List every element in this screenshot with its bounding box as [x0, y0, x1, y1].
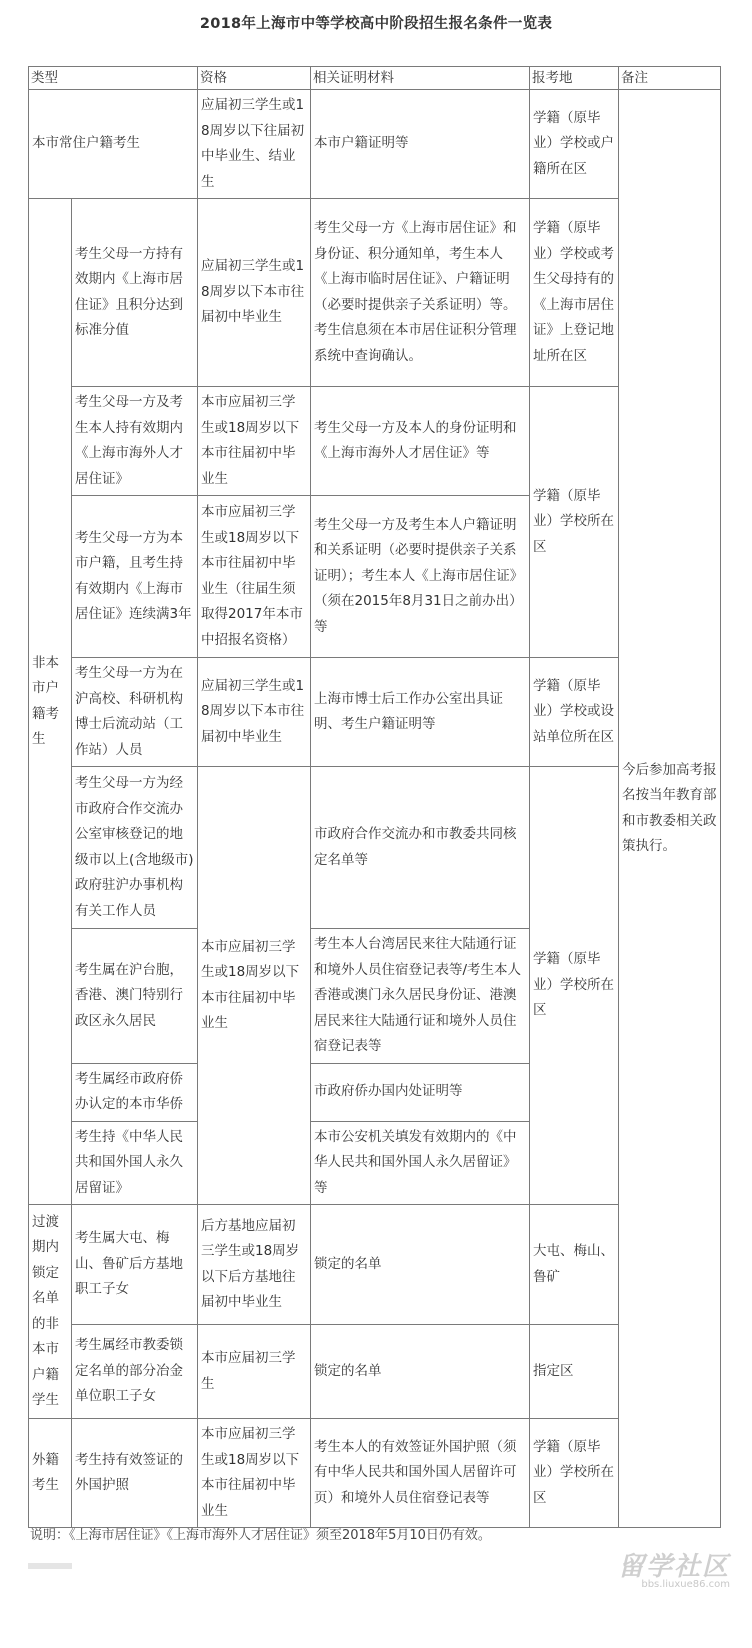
- cell-qualification: 本市应届初三学生或18周岁以下本市往届初中毕业生: [198, 767, 311, 1205]
- table-row: [29, 1205, 721, 1325]
- cell-documents: 考生父母一方及本人的身份证明和《上海市海外人才居住证》等: [311, 387, 530, 496]
- watermark-url: bbs.liuxue86.com: [641, 1579, 730, 1590]
- enrollment-conditions-table: [28, 66, 721, 1528]
- cell-group-transition: 过渡期内锁定名单的非本市户籍学生: [29, 1205, 72, 1419]
- table-header-row: [29, 67, 721, 90]
- cell-type: 考生属经市教委锁定名单的部分冶金单位职工子女: [72, 1325, 198, 1419]
- cell-documents: 考生本人的有效签证外国护照（须有中华人民共和国外国人居留许可页）和境外人员住宿登记表等: [311, 1419, 530, 1528]
- cell-qualification: 应届初三学生或18周岁以下往届初中毕业生、结业生: [198, 90, 311, 199]
- cell-documents: 考生本人台湾居民来往大陆通行证和境外人员住宿登记表等/考生本人香港或澳门永久居民身份证、港澳居民来往大陆通行证和境外人员住宿登记表等: [311, 929, 530, 1064]
- cell-type: 考生父母一方及考生本人持有效期内《上海市海外人才居住证》: [72, 387, 198, 496]
- cell-exam-location: 指定区: [530, 1325, 619, 1419]
- cell-group-foreign: 外籍考生: [29, 1419, 72, 1528]
- table-row: [29, 1325, 721, 1419]
- cell-documents: 考生父母一方《上海市居住证》和身份证、积分通知单，考生本人《上海市临时居住证》、户籍证明（必要时提供亲子关系证明）等。考生信息须在本市居住证积分管理系统中查询确认。: [311, 199, 530, 387]
- page-title: 2018年上海市中等学校高中阶段招生报名条件一览表: [199, 16, 553, 32]
- cell-exam-location: 学籍（原毕业）学校所在区: [530, 387, 619, 658]
- bottom-divider: [28, 1563, 72, 1569]
- cell-qualification: 应届初三学生或18周岁以下本市往届初中毕业生: [198, 199, 311, 387]
- cell-type: 考生属经市政府侨办认定的本市华侨: [72, 1063, 198, 1121]
- table-row: [29, 199, 721, 387]
- cell-group-nonlocal: 非本市户籍考生: [29, 199, 72, 1205]
- cell-documents: 锁定的名单: [311, 1325, 530, 1419]
- cell-type: 考生父母一方为本市户籍，且考生持有效期内《上海市居住证》连续满3年: [72, 496, 198, 658]
- cell-documents: 市政府合作交流办和市教委共同核定名单等: [311, 767, 530, 929]
- table-row: [29, 658, 721, 767]
- footnote: 说明：《上海市居住证》《上海市海外人才居住证》须至2018年5月10日仍有效。: [30, 1528, 491, 1543]
- cell-exam-location: 学籍（原毕业）学校或户籍所在区: [530, 90, 619, 199]
- cell-documents: 本市户籍证明等: [311, 90, 530, 199]
- header-qualification: 资格: [198, 67, 311, 90]
- cell-exam-location: 学籍（原毕业）学校所在区: [530, 1419, 619, 1528]
- cell-documents: 上海市博士后工作办公室出具证明、考生户籍证明等: [311, 658, 530, 767]
- table-row: [29, 1419, 721, 1528]
- watermark-logo: 留学社区: [617, 1552, 730, 1582]
- cell-type: 考生父母一方为在沪高校、科研机构博士后流动站（工作站）人员: [72, 658, 198, 767]
- cell-qualification: 应届初三学生或18周岁以下本市往届初中毕业生: [198, 658, 311, 767]
- table-row: [29, 90, 721, 199]
- cell-exam-location: 学籍（原毕业）学校所在区: [530, 767, 619, 1205]
- table-row: [29, 387, 721, 496]
- table-row: [29, 767, 721, 929]
- header-remarks: 备注: [619, 67, 721, 90]
- cell-exam-location: 学籍（原毕业）学校或设站单位所在区: [530, 658, 619, 767]
- cell-qualification: 后方基地应届初三学生或18周岁以下后方基地往届初中毕业生: [198, 1205, 311, 1325]
- cell-type: 考生属在沪台胞，香港、澳门特别行政区永久居民: [72, 929, 198, 1064]
- cell-documents: 本市公安机关填发有效期内的《中华人民共和国外国人永久居留证》等: [311, 1121, 530, 1205]
- cell-qualification: 本市应届初三学生或18周岁以下本市往届初中毕业生: [198, 1419, 311, 1528]
- cell-type: 考生持《中华人民共和国外国人永久居留证》: [72, 1121, 198, 1205]
- header-exam-location: 报考地: [530, 67, 619, 90]
- cell-qualification: 本市应届初三学生或18周岁以下本市往届初中毕业生（往届生须取得2017年本市中招报名资格）: [198, 496, 311, 658]
- cell-type: 考生持有效签证的外国护照: [72, 1419, 198, 1528]
- header-type: 类型: [29, 67, 198, 90]
- cell-remarks: [619, 90, 721, 1528]
- cell-exam-location: 学籍（原毕业）学校或考生父母持有的《上海市居住证》上登记地址所在区: [530, 199, 619, 387]
- cell-documents: 考生父母一方及考生本人户籍证明和关系证明（必要时提供亲子关系证明）；考生本人《上海市居住证》（须在2015年8月31日之前办出）等: [311, 496, 530, 658]
- cell-qualification: 本市应届初三学生: [198, 1325, 311, 1419]
- cell-type: 考生属大屯、梅山、鲁矿后方基地职工子女: [72, 1205, 198, 1325]
- cell-qualification: 本市应届初三学生或18周岁以下本市往届初中毕业生: [198, 387, 311, 496]
- remarks-text: 今后参加高考报名按当年教育部和市教委相关政策执行。: [622, 761, 717, 854]
- cell-type: 考生父母一方为经市政府合作交流办公室审核登记的地级市以上(含地级市)政府驻沪办事机构有关工作人员: [72, 767, 198, 929]
- cell-type: 考生父母一方持有效期内《上海市居住证》且积分达到标准分值: [72, 199, 198, 387]
- cell-type: 本市常住户籍考生: [29, 90, 198, 199]
- cell-exam-location: 大屯、梅山、鲁矿: [530, 1205, 619, 1325]
- header-documents: 相关证明材料: [311, 67, 530, 90]
- site-watermark: [618, 1546, 730, 1590]
- cell-documents: 市政府侨办国内处证明等: [311, 1063, 530, 1121]
- cell-documents: 锁定的名单: [311, 1205, 530, 1325]
